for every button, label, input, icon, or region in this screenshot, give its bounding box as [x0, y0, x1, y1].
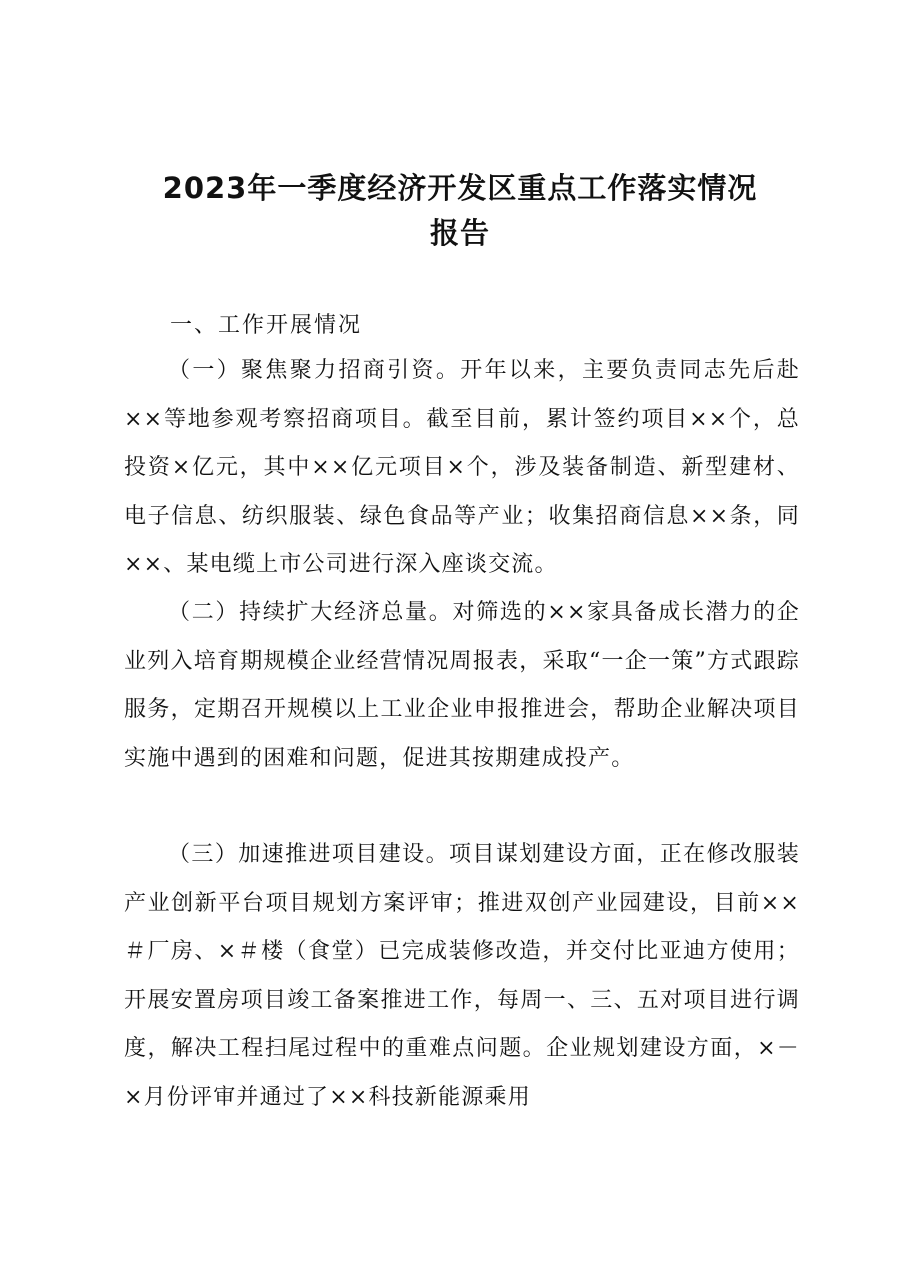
paragraph-3: （三）加速推进项目建设。项目谋划建设方面，正在修改服装产业创新平台项目规划方案评审；推进双创产业园建设，目前××＃厂房、×＃楼（食堂）已完成装修改造，并交付比亚迪方使用；开展安置房项目竣工备案推进工作，每周一、三、五对项目进行调度，解决工程扫尾过程中的重难点问题。企业规划建设方面，×－×月份评审并通过了××科技新能源乘用	[124, 842, 800, 1110]
document-title-line-1: 2023年一季度经济开发区重点工作落实情况	[162, 171, 758, 205]
paragraph-3-block	[124, 831, 800, 1123]
document-title-line-2: 报告	[429, 216, 490, 250]
section-heading: 一、工作开展情况	[170, 313, 363, 338]
paragraph-2-block	[124, 589, 800, 783]
paragraph-1: （一）聚焦聚力招商引资。开年以来，主要负责同志先后赴××等地参观考察招商项目。截至目前，累计签约项目××个，总投资×亿元，其中××亿元项目×个，涉及装备制造、新型建材、电子信息、纺织服装、绿色食品等产业；收集招商信息××条，同××、某电缆上市公司进行深入座谈交流。	[124, 358, 800, 578]
paragraph-2: （二）持续扩大经济总量。对筛选的××家具备成长潜力的企业列入培育期规模企业经营情况周报表，采取“一企一策”方式跟踪服务，定期召开规模以上工业企业申报推进会，帮助企业解决项目实施中遇到的困难和问题，促进其按期建成投产。	[124, 600, 800, 771]
paragraph-1-block	[124, 347, 800, 590]
